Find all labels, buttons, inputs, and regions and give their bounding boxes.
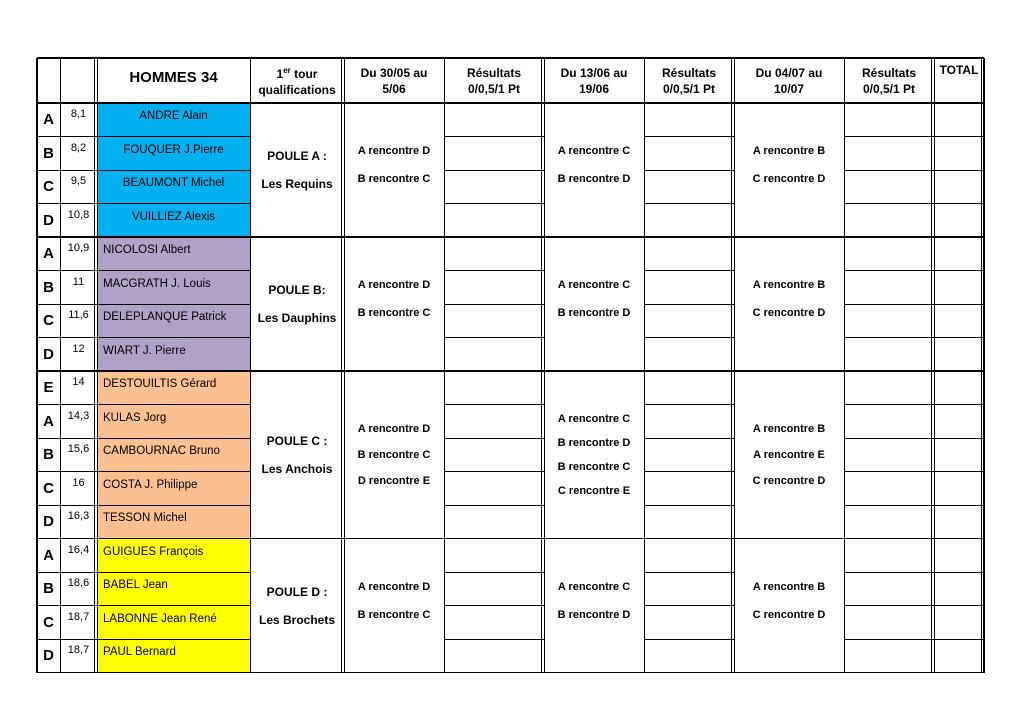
player-handicap: 11,6 <box>68 309 89 321</box>
match-entry: B rencontre C <box>357 448 431 461</box>
grid-line <box>444 304 544 305</box>
total-cell <box>934 304 984 338</box>
player-letter: D <box>43 513 54 531</box>
player-name: GUIGUES François <box>97 539 250 573</box>
result-cell <box>644 405 734 439</box>
grid-line <box>931 58 932 673</box>
player-handicap: 16,3 <box>67 510 90 522</box>
match-entry: B rencontre C <box>357 307 431 319</box>
player-handicap: 8,1 <box>70 108 87 120</box>
match-entry: A rencontre D <box>357 422 431 435</box>
match-entry: C rencontre D <box>752 307 826 319</box>
player-handicap: 14,3 <box>67 409 90 422</box>
poule-label <box>250 371 344 539</box>
player-name: DESTOUILTIS Gérard <box>97 371 250 405</box>
round-2-matches <box>544 539 644 673</box>
player-letter: E <box>43 379 54 397</box>
result-cell <box>644 606 734 640</box>
result-cell <box>644 204 734 238</box>
total-cell <box>934 237 984 271</box>
match-entry: A rencontre D <box>357 279 431 291</box>
result-cell <box>444 170 544 204</box>
round-2-matches <box>544 103 644 237</box>
header-results-2-line: 0/0,5/1 Pt <box>662 81 716 96</box>
result-cell <box>444 204 544 238</box>
grid-line <box>844 136 984 137</box>
player-handicap: 18,7 <box>67 644 90 656</box>
player-handicap: 18,6 <box>67 577 90 589</box>
poule-label <box>250 237 344 371</box>
grid-line <box>444 605 544 606</box>
total-cell <box>934 606 984 640</box>
grid-line <box>444 270 544 271</box>
result-cell <box>444 539 544 573</box>
grid-line <box>731 58 732 673</box>
total-cell <box>934 539 984 573</box>
grid-line <box>844 58 845 673</box>
grid-line <box>644 471 734 472</box>
grid-line <box>37 102 984 103</box>
grid-line <box>844 304 984 305</box>
total-cell <box>934 572 984 606</box>
total-cell <box>934 170 984 204</box>
grid-line <box>981 58 982 673</box>
header-round-line <box>277 63 318 82</box>
match-entry: A rencontre C <box>557 580 631 593</box>
round-1-matches <box>344 103 444 237</box>
grid-line <box>444 136 544 137</box>
grid-line <box>444 170 544 171</box>
header-date-1-line: 5/06 <box>382 81 406 96</box>
grid-line <box>844 572 984 573</box>
round-1-matches <box>344 371 444 539</box>
player-name: CAMBOURNAC Bruno <box>97 438 250 472</box>
match-entry: C rencontre D <box>752 474 826 487</box>
grid-line <box>644 438 734 439</box>
grid-line <box>844 170 984 171</box>
player-letter: C <box>43 613 54 631</box>
player-name: COSTA J. Philippe <box>97 472 250 506</box>
player-letter: C <box>43 479 54 497</box>
total-cell <box>934 505 984 539</box>
grid-line <box>844 337 984 338</box>
header-round <box>250 58 344 103</box>
grid-line <box>444 337 544 338</box>
result-cell <box>844 606 934 640</box>
grid-line <box>644 505 734 506</box>
grid-line <box>36 58 37 673</box>
grid-line <box>250 58 251 673</box>
grid-line <box>37 337 250 338</box>
match-entry: B rencontre D <box>557 436 631 449</box>
match-entry: A rencontre B <box>752 279 826 291</box>
header-results-1 <box>444 58 544 103</box>
result-cell <box>644 338 734 372</box>
header-blank <box>37 58 60 103</box>
result-cell <box>844 405 934 439</box>
total-cell <box>934 338 984 372</box>
grid-line <box>983 58 984 673</box>
result-cell <box>844 237 934 271</box>
result-cell <box>444 505 544 539</box>
player-name: BEAUMONT Michel <box>97 170 250 204</box>
header-round-sup: er <box>283 66 291 75</box>
total-cell <box>934 271 984 305</box>
round-3-matches <box>734 371 844 539</box>
grid-line <box>60 58 61 673</box>
match-entry: B rencontre C <box>557 460 631 473</box>
grid-line <box>844 639 984 640</box>
match-entry: B rencontre D <box>557 307 631 319</box>
poule-name: POULE C : <box>266 433 328 448</box>
result-cell <box>844 371 934 405</box>
result-cell <box>844 438 934 472</box>
total-cell <box>934 371 984 405</box>
poule-label <box>250 103 344 237</box>
player-handicap: 16,4 <box>67 543 90 556</box>
match-entry: A rencontre C <box>557 279 631 291</box>
header-round-line: qualifications <box>258 83 336 97</box>
player-letter: B <box>43 446 54 464</box>
result-cell <box>644 304 734 338</box>
grid-line <box>444 639 544 640</box>
result-cell <box>844 271 934 305</box>
result-cell <box>444 304 544 338</box>
match-entry: A rencontre D <box>357 145 431 157</box>
result-cell <box>844 204 934 238</box>
grid-line <box>844 471 984 472</box>
player-letter: B <box>43 144 54 162</box>
result-cell <box>844 103 934 137</box>
poule-nickname: Les Anchois <box>261 461 333 476</box>
grid-line <box>344 58 345 673</box>
result-cell <box>844 472 934 506</box>
player-letter: A <box>43 111 54 129</box>
player-handicap: 11 <box>72 275 85 288</box>
grid-line <box>844 404 984 405</box>
grid-line <box>37 639 250 640</box>
match-entry: A rencontre C <box>557 145 631 157</box>
grid-line <box>644 136 734 137</box>
player-name: TESSON Michel <box>97 505 250 539</box>
total-cell <box>934 639 984 673</box>
round-3-matches <box>734 539 844 673</box>
match-entry: A rencontre B <box>752 580 826 593</box>
grid-line <box>644 203 734 204</box>
result-cell <box>444 572 544 606</box>
grid-line <box>644 605 734 606</box>
header-date-3-line: Du 04/07 au <box>755 65 823 80</box>
header-results-2-line: Résultats <box>661 65 717 80</box>
player-handicap: 8,2 <box>70 141 87 154</box>
player-letter: A <box>43 546 54 564</box>
header-blank <box>60 58 97 103</box>
grid-line <box>37 605 250 606</box>
match-entry: A rencontre C <box>557 412 631 425</box>
player-name: NICOLOSI Albert <box>97 237 250 271</box>
grid-line <box>37 438 250 439</box>
grid-line <box>844 270 984 271</box>
header-round-ordinal: 1 <box>276 67 284 81</box>
player-handicap: 15,6 <box>67 443 90 455</box>
result-cell <box>644 103 734 137</box>
match-entry: B rencontre C <box>357 608 431 621</box>
player-handicap: 10,9 <box>67 242 90 254</box>
result-cell <box>644 170 734 204</box>
result-cell <box>644 572 734 606</box>
player-handicap: 18,7 <box>67 610 90 623</box>
header-date-1-line: Du 30/05 au <box>360 65 428 80</box>
grid-line <box>37 170 250 171</box>
total-cell <box>934 137 984 171</box>
poule-nickname: Les Requins <box>261 177 333 191</box>
result-cell <box>844 505 934 539</box>
result-cell <box>644 472 734 506</box>
grid-line <box>734 58 735 673</box>
poule-nickname: Les Brochets <box>258 612 336 627</box>
grid-line <box>37 672 984 673</box>
match-entry: D rencontre E <box>357 474 431 487</box>
grid-line <box>37 203 250 204</box>
grid-line <box>444 471 544 472</box>
grid-line <box>644 337 734 338</box>
grid-line <box>94 58 95 673</box>
header-results-2 <box>644 58 734 103</box>
grid-line <box>644 639 734 640</box>
total-cell <box>934 438 984 472</box>
grid-line <box>97 58 98 673</box>
header-results-1-line: Résultats <box>466 65 522 80</box>
header-date-1 <box>344 58 444 103</box>
player-letter: C <box>43 312 54 330</box>
grid-line <box>37 236 984 237</box>
result-cell <box>844 304 934 338</box>
header-results-1-line: 0/0,5/1 Pt <box>467 81 521 96</box>
grid-line <box>844 505 984 506</box>
result-cell <box>444 405 544 439</box>
header-results-3-line: 0/0,5/1 Pt <box>862 81 916 96</box>
match-entry: C rencontre E <box>557 484 631 497</box>
player-name: VUILLIEZ Alexis <box>97 204 250 238</box>
grid-line <box>37 404 250 405</box>
header-date-2 <box>544 58 644 103</box>
result-cell <box>644 237 734 271</box>
result-cell <box>444 338 544 372</box>
player-name: WIART J. Pierre <box>97 338 250 372</box>
round-2-matches <box>544 371 644 539</box>
poule-label <box>250 539 344 673</box>
result-cell <box>644 137 734 171</box>
result-cell <box>844 137 934 171</box>
player-name: ANDRE Alain <box>97 103 250 137</box>
player-handicap: 14 <box>72 376 85 388</box>
header-date-2-line: Du 13/06 au <box>560 65 628 80</box>
grid-line <box>37 57 984 58</box>
header-date-2-line: 19/06 <box>578 81 610 96</box>
result-cell <box>444 237 544 271</box>
player-letter: B <box>43 580 54 598</box>
header-total: TOTAL <box>939 63 979 77</box>
result-cell <box>644 438 734 472</box>
round-2-matches <box>544 237 644 371</box>
poule-name: POULE A : <box>267 149 327 163</box>
total-cell <box>934 204 984 238</box>
result-cell <box>444 371 544 405</box>
result-cell <box>844 539 934 573</box>
player-letter: B <box>43 278 54 296</box>
player-handicap: 10,8 <box>67 208 90 221</box>
total-cell <box>934 405 984 439</box>
grid-line <box>37 304 250 305</box>
page-title: HOMMES 34 <box>129 68 218 86</box>
poule-name: POULE B: <box>268 283 326 297</box>
poule-name: POULE D : <box>266 584 328 599</box>
result-cell <box>444 472 544 506</box>
grid-line <box>644 304 734 305</box>
grid-line <box>844 203 984 204</box>
header-results-3-line: Résultats <box>861 65 917 80</box>
grid-line <box>37 538 984 539</box>
result-cell <box>444 271 544 305</box>
result-cell <box>644 271 734 305</box>
round-3-matches <box>734 237 844 371</box>
player-handicap: 9,5 <box>70 175 87 187</box>
grid-line <box>644 58 645 673</box>
result-cell <box>444 639 544 673</box>
round-1-matches <box>344 539 444 673</box>
header-date-3-line: 10/07 <box>773 81 805 96</box>
grid-line <box>644 404 734 405</box>
player-name: KULAS Jorg <box>97 405 250 439</box>
match-entry: A rencontre E <box>753 448 825 461</box>
grid-line <box>341 58 342 673</box>
header-results-3 <box>844 58 934 103</box>
grid-line <box>444 572 544 573</box>
round-3-matches <box>734 103 844 237</box>
player-name: LABONNE Jean René <box>97 606 250 640</box>
match-entry: A rencontre D <box>357 580 431 593</box>
grid-line <box>844 605 984 606</box>
player-letter: A <box>43 412 54 430</box>
grid-line <box>37 471 250 472</box>
player-letter: A <box>43 245 54 263</box>
player-name: DELEPLANQUE Patrick <box>97 304 250 338</box>
grid-line <box>544 58 545 673</box>
player-letter: C <box>43 178 54 196</box>
player-name: BABEL Jean <box>97 572 250 606</box>
player-name: FOUQUER J.Pierre <box>97 137 250 171</box>
player-letter: D <box>43 647 54 665</box>
total-cell <box>934 103 984 137</box>
grid-line <box>444 505 544 506</box>
header-round-rest: tour <box>290 67 318 81</box>
grid-line <box>934 58 935 673</box>
result-cell <box>644 371 734 405</box>
result-cell <box>444 137 544 171</box>
grid-line <box>37 270 250 271</box>
grid-line <box>644 170 734 171</box>
grid-line <box>37 572 250 573</box>
poule-nickname: Les Dauphins <box>257 311 337 325</box>
player-name: PAUL Bernard <box>97 639 250 673</box>
result-cell <box>844 572 934 606</box>
match-entry: B rencontre D <box>557 173 631 185</box>
result-cell <box>644 505 734 539</box>
grid-line <box>644 270 734 271</box>
grid-line <box>444 58 445 673</box>
player-letter: D <box>43 345 54 363</box>
result-cell <box>644 539 734 573</box>
player-handicap: 16 <box>72 476 85 489</box>
round-1-matches <box>344 237 444 371</box>
grid-line <box>37 136 250 137</box>
match-entry: B rencontre D <box>557 608 631 621</box>
result-cell <box>844 170 934 204</box>
grid-line <box>541 58 542 673</box>
result-cell <box>844 338 934 372</box>
result-cell <box>444 606 544 640</box>
header-date-3 <box>734 58 844 103</box>
grid-line <box>444 203 544 204</box>
player-letter: D <box>43 211 54 229</box>
match-entry: C rencontre D <box>752 173 826 185</box>
player-name: MACGRATH J. Louis <box>97 271 250 305</box>
grid-line <box>444 438 544 439</box>
grid-line <box>444 404 544 405</box>
match-entry: B rencontre C <box>357 173 431 185</box>
result-cell <box>444 103 544 137</box>
grid-line <box>37 505 250 506</box>
grid-line <box>644 572 734 573</box>
match-entry: A rencontre B <box>752 422 826 435</box>
match-entry: C rencontre D <box>752 608 826 621</box>
result-cell <box>844 639 934 673</box>
result-cell <box>644 639 734 673</box>
match-entry: A rencontre B <box>752 145 826 157</box>
player-handicap: 12 <box>72 342 85 355</box>
total-cell <box>934 472 984 506</box>
result-cell <box>444 438 544 472</box>
grid-line <box>37 370 984 371</box>
grid-line <box>844 438 984 439</box>
